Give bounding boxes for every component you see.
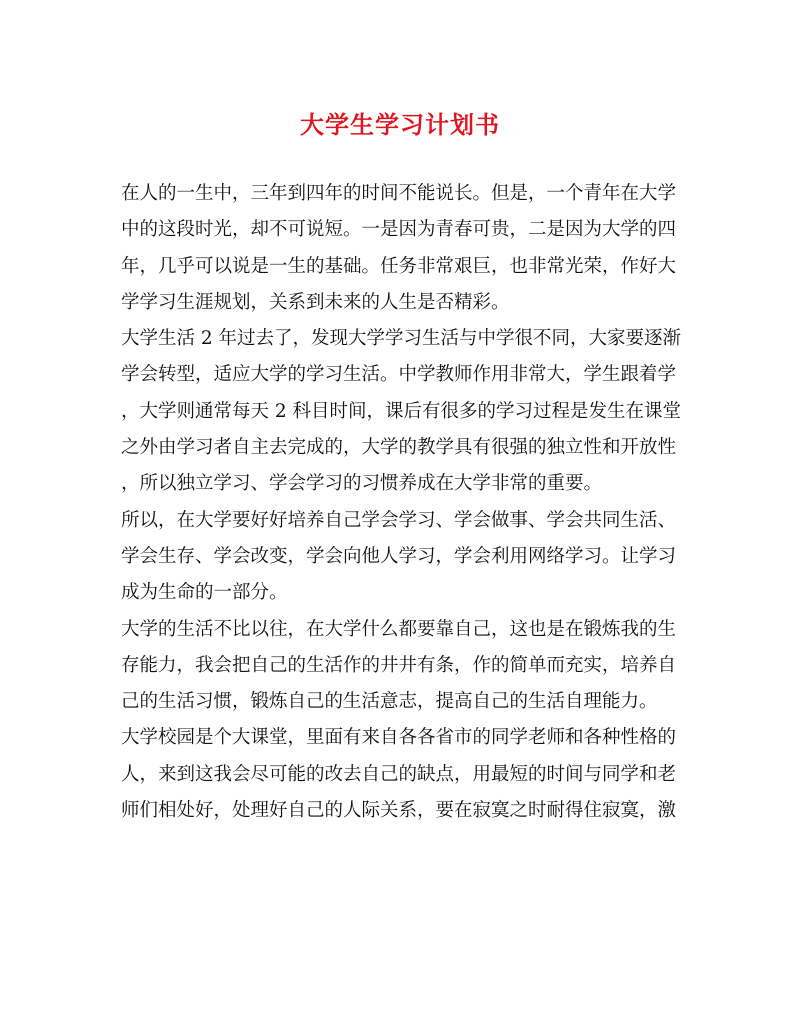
document-title: 大学生学习计划书 <box>300 110 500 139</box>
text-line: 己的生活习惯，锻炼自己的生活意志，提高自己的生活自理能力。 <box>121 691 658 713</box>
text-line: ，大学则通常每天 2 科目时间，课后有很多的学习过程是发生在课堂 <box>121 400 681 422</box>
text-line: 大学生活 2 年过去了，发现大学学习生活与中学很不同，大家要逐渐 <box>121 328 681 350</box>
text-line: 中的这段时光，却不可说短。一是因为青春可贵，二是因为大学的四 <box>121 219 677 241</box>
text-line: 存能力，我会把自己的生活作的井井有条，作的简单而充实，培养自 <box>121 654 677 676</box>
text-line: 师们相处好，处理好自己的人际关系，要在寂寞之时耐得住寂寞，激 <box>121 800 677 822</box>
text-line: ，所以独立学习、学会学习的习惯养成在大学非常的重要。 <box>121 473 603 495</box>
text-line: 学会生存、学会改变，学会向他人学习，学会利用网络学习。让学习 <box>121 545 677 567</box>
text-line: 在人的一生中，三年到四年的时间不能说长。但是，一个青年在大学 <box>121 183 677 204</box>
text-line: 成为生命的一部分。 <box>121 582 288 604</box>
text-line: 大学校园是个大课堂，里面有来自各各省市的同学老师和各种性格的 <box>121 727 677 749</box>
document-body <box>121 176 681 829</box>
text-line: 人，来到这我会尽可能的改去自己的缺点，用最短的时间与同学和老 <box>121 763 677 785</box>
text-line: 所以，在大学要好好培养自己学会学习、学会做事、学会共同生活、 <box>121 509 677 531</box>
text-line: 大学的生活不比以往，在大学什么都要靠自己，这也是在锻炼我的生 <box>121 618 677 640</box>
text-line: 之外由学习者自主去完成的，大学的教学具有很强的独立性和开放性 <box>121 437 677 459</box>
text-line: 学会转型，适应大学的学习生活。中学教师作用非常大，学生跟着学 <box>121 364 677 386</box>
text-line: 学学习生涯规划，关系到未来的人生是否精彩。 <box>121 291 510 313</box>
text-line: 年，几乎可以说是一生的基础。任务非常艰巨，也非常光荣，作好大 <box>121 255 677 277</box>
